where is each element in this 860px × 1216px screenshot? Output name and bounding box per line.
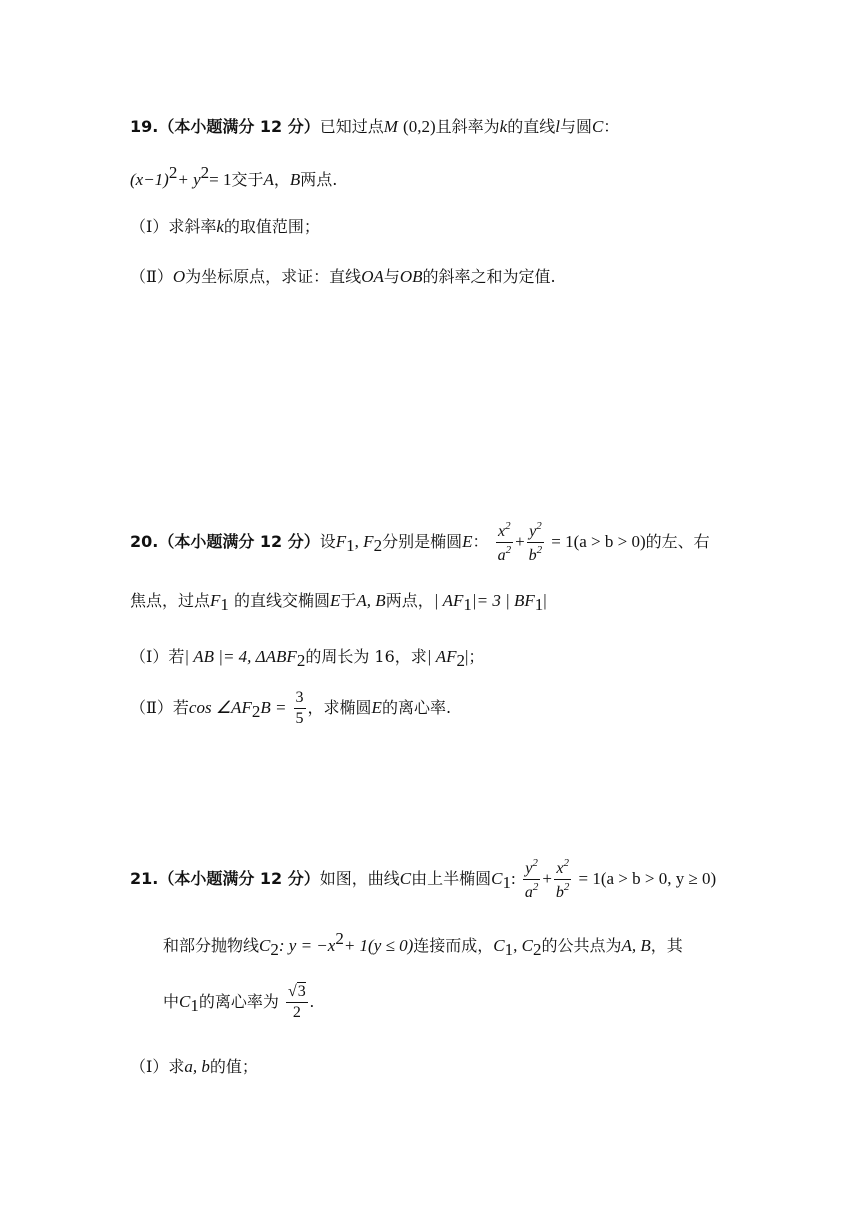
circle-equation: (x−1): [130, 170, 169, 189]
semi-ellipse-term-y: $\frac{y^2}{a^2}$: [524, 857, 539, 901]
q21-part1: （Ⅰ）求a, b的值；: [130, 1057, 258, 1076]
q19-line1: 19.（本小题满分 12 分）已知过点M (0,2)且斜率为k的直线l与圆C：: [130, 117, 620, 136]
q21-score: （本小题满分 12 分）: [158, 869, 320, 888]
q19-part1: （Ⅰ）求斜率k的取值范围；: [130, 217, 320, 236]
q20-score: （本小题满分 12 分）: [158, 532, 320, 551]
semi-ellipse-term-x: $\frac{x^2}{b^2}$: [555, 857, 570, 901]
q19-score: （本小题满分 12 分）: [158, 117, 320, 136]
q20-line1: 20.（本小题满分 12 分）设$F_1$, $F_2$分别是椭圆E： $\frac{x^2}{a^2}$ + $\frac{y^2}{b^2}$ = 1(a > b > 0)的左、右: [130, 520, 710, 564]
q21-line3: 中$C_1$的离心率为 $\frac{√3}{2}$ .: [163, 983, 314, 1021]
q21-number: 21.: [130, 869, 159, 888]
fraction-sqrt3-over-2: $\frac{√3}{2}$: [287, 983, 306, 1021]
q19-part2: （Ⅱ）O为坐标原点，求证：直线OA与OB的斜率之和为定值.: [130, 267, 556, 286]
q19-number: 19.: [130, 117, 159, 136]
q19-line2: $(x-1)^2+ y^2= 1$交于A，B两点.: [130, 163, 338, 189]
q21-line2: 和部分抛物线$C_2$: $y = -x^2+ 1(y \le 0)$连接而成，$C_1$, $C_2$的公共点为A, B，其: [163, 929, 683, 959]
q20-number: 20.: [130, 532, 159, 551]
ellipse-term-y: $\frac{y^2}{b^2}$: [528, 520, 543, 564]
q20-part1: （Ⅰ）若| AB |= 4, $\Delta ABF_2$的周长为 16，求| $AF_2|$；: [130, 647, 485, 670]
q20-line2: 焦点，过点$F_1$ 的直线交椭圆E于A, B两点，| $AF_1|= 3$ | $BF_1|$: [130, 591, 547, 614]
fraction-3-5: $\frac{3}{5}$: [295, 689, 304, 727]
ellipse-term-x: $\frac{x^2}{a^2}$: [497, 520, 512, 564]
q21-line1: 21.（本小题满分 12 分）如图，曲线C由上半椭圆$C_1$: $\frac{y^2}{a^2}$ + $\frac{x^2}{b^2}$ = 1(a > b > 0, y ≥ 0): [130, 857, 717, 901]
q20-part2: （Ⅱ）若$\cos \angle AF_2B$ = $\frac{3}{5}$ ，求椭圆E的离心率.: [130, 689, 452, 727]
